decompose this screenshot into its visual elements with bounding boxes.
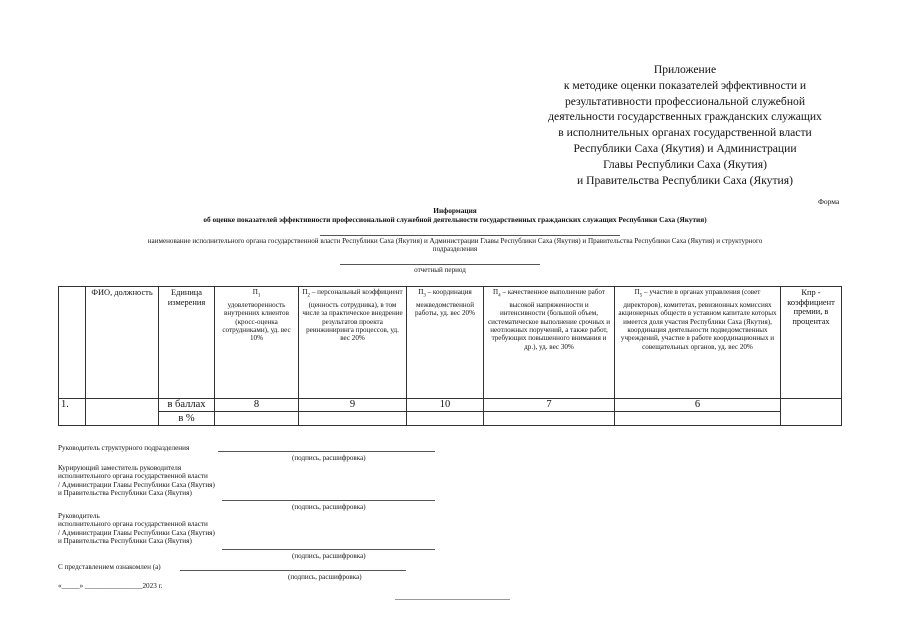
org-caption-line-2: подразделения xyxy=(432,245,478,254)
header-number xyxy=(59,287,86,399)
header-kpr: Кпр - коэффициент премии, в процентах xyxy=(781,287,842,399)
p1-symbol: П xyxy=(252,288,258,296)
p4-description: – качественное выполнение работ высокой напряженности и интенсивности (большой объем, систематическое выполнение срочных и неотложных поручений, а также работ, требующих повышенного внимания и др.), уд. вес 30% xyxy=(488,288,610,351)
head-org-line: исполнительного органа государственной власти xyxy=(58,520,208,529)
header-p4 xyxy=(484,287,615,399)
p2-symbol: П xyxy=(302,288,308,296)
period-line xyxy=(340,264,540,265)
appendix-line: Республики Саха (Якутия) и Администрации xyxy=(573,141,797,155)
row-p1-value[interactable]: 8 xyxy=(215,399,299,412)
header-p2 xyxy=(299,287,407,399)
footer-line xyxy=(395,599,510,600)
header-fio: ФИО, должность xyxy=(86,287,159,399)
sign-hint: (подпись, расшифровка) xyxy=(292,552,366,560)
curator-line: / Администрации Главы Республики Саха (Якутия) xyxy=(58,480,215,489)
p2-description: – персональный коэффициент (ценность сотрудника), в том числе за практическое внедрение результатов проекта реинжиниринга процессов, уд. вес 20% xyxy=(302,288,403,343)
p3-symbol: П xyxy=(418,288,424,296)
acquainted-sign-line[interactable] xyxy=(180,570,406,571)
table-row xyxy=(59,412,842,426)
row-p5-value[interactable]: 6 xyxy=(615,399,781,412)
date-line[interactable]: «_____» ________________2023 г. xyxy=(58,582,163,590)
curator-line: и Правительства Республики Саха (Якутия) xyxy=(58,489,192,498)
document-title xyxy=(60,207,850,224)
row-p5-percent[interactable] xyxy=(615,412,781,426)
curator-line: исполнительного органа государственной власти xyxy=(58,472,208,481)
header-unit: Единица измерения xyxy=(159,287,215,399)
curator-block xyxy=(58,464,215,498)
row-p2-percent[interactable] xyxy=(299,412,407,426)
head-org-sign-line[interactable] xyxy=(222,549,435,550)
row-p3-value[interactable]: 10 xyxy=(407,399,484,412)
p3-subscript: 3 xyxy=(423,293,426,299)
sign-hint: (подпись, расшифровка) xyxy=(292,454,366,462)
p3-description: – координация межведомственной работы, уд. вес 20% xyxy=(415,288,475,318)
row-p3-percent[interactable] xyxy=(407,412,484,426)
sign-hint: (подпись, расшифровка) xyxy=(288,573,362,581)
appendix-line: к методике оценки показателей эффективности и xyxy=(563,78,807,92)
row-number: 1. xyxy=(59,399,86,426)
appendix-line: Главы Республики Саха (Якутия) xyxy=(603,157,767,171)
p4-subscript: 4 xyxy=(498,293,501,299)
row-fio-cell[interactable] xyxy=(86,399,159,426)
p4-symbol: П xyxy=(493,288,499,296)
sign-hint: (подпись, расшифровка) xyxy=(292,503,366,511)
row-kpr-cell[interactable] xyxy=(781,399,842,426)
appendix-line: и Правительства Республики Саха (Якутия) xyxy=(577,173,793,187)
acquainted-label: С представлением ознакомлен (а) xyxy=(58,563,161,571)
p1-description: удовлетворенность внутренних клиентов (кросс-оценка сотрудниками), уд. вес 10% xyxy=(222,300,291,343)
head-org-line: / Администрации Главы Республики Саха (Якутия) xyxy=(58,528,215,537)
table-row xyxy=(59,399,842,412)
org-caption-line-1: наименование исполнительного органа государственной власти Республики Саха (Якутия) и Администрации Главы Республики Саха (Якутия) и Правительства Республики Саха (Якутия) и структурного xyxy=(147,237,763,245)
evaluation-table xyxy=(58,286,842,426)
row-p1-percent[interactable] xyxy=(215,412,299,426)
table-header-row xyxy=(59,287,842,399)
p2-subscript: 2 xyxy=(307,293,311,299)
row-p4-value[interactable]: 7 xyxy=(484,399,615,412)
curator-sign-line[interactable] xyxy=(222,500,435,501)
appendix-line: Приложение xyxy=(653,63,717,76)
header-p5 xyxy=(615,287,781,399)
row-unit-percent: в % xyxy=(159,412,215,426)
title-line-1: Информация xyxy=(433,206,477,215)
appendix-line: результативности профессиональной служебной xyxy=(564,94,806,108)
appendix-line: деятельности государственных гражданских служащих xyxy=(548,110,822,124)
row-p4-percent[interactable] xyxy=(484,412,615,426)
org-name-caption xyxy=(60,237,850,254)
p5-symbol: П xyxy=(634,288,640,296)
p1-subscript: 1 xyxy=(257,293,261,299)
head-unit-sign-line[interactable] xyxy=(218,451,435,452)
head-org-line: и Правительства Республики Саха (Якутия) xyxy=(58,537,192,546)
p5-description: – участие в органах управления (совет директоров), комитетах, ревизионных комиссиях акционерных обществ в уставном капитале которых имеется доля участия Республики Саха (Якутия), координация деятельности подведомственных учреждений, участие в работе координационных и совещательных органов, уд. вес 20% xyxy=(618,288,777,351)
form-label: Форма xyxy=(818,197,840,206)
curator-line: Курирующий заместитель руководителя xyxy=(58,464,182,472)
head-unit-label: Руководитель структурного подразделения xyxy=(58,444,190,452)
appendix-line: в исполнительных органах государственной власти xyxy=(558,126,812,140)
row-unit-points: в баллах xyxy=(159,399,215,412)
head-org-block xyxy=(58,512,215,546)
org-name-line xyxy=(320,235,620,236)
head-org-line: Руководитель xyxy=(58,512,100,520)
row-p2-value[interactable]: 9 xyxy=(299,399,407,412)
header-p3 xyxy=(407,287,484,399)
header-p1 xyxy=(215,287,299,399)
title-line-2: об оценке показателей эффективности профессиональной служебной деятельности государственных гражданских служащих Республики Саха (Якутия) xyxy=(203,214,707,224)
period-caption: отчетный период xyxy=(414,266,466,274)
p5-subscript: 5 xyxy=(639,293,643,299)
appendix-header xyxy=(520,62,850,188)
